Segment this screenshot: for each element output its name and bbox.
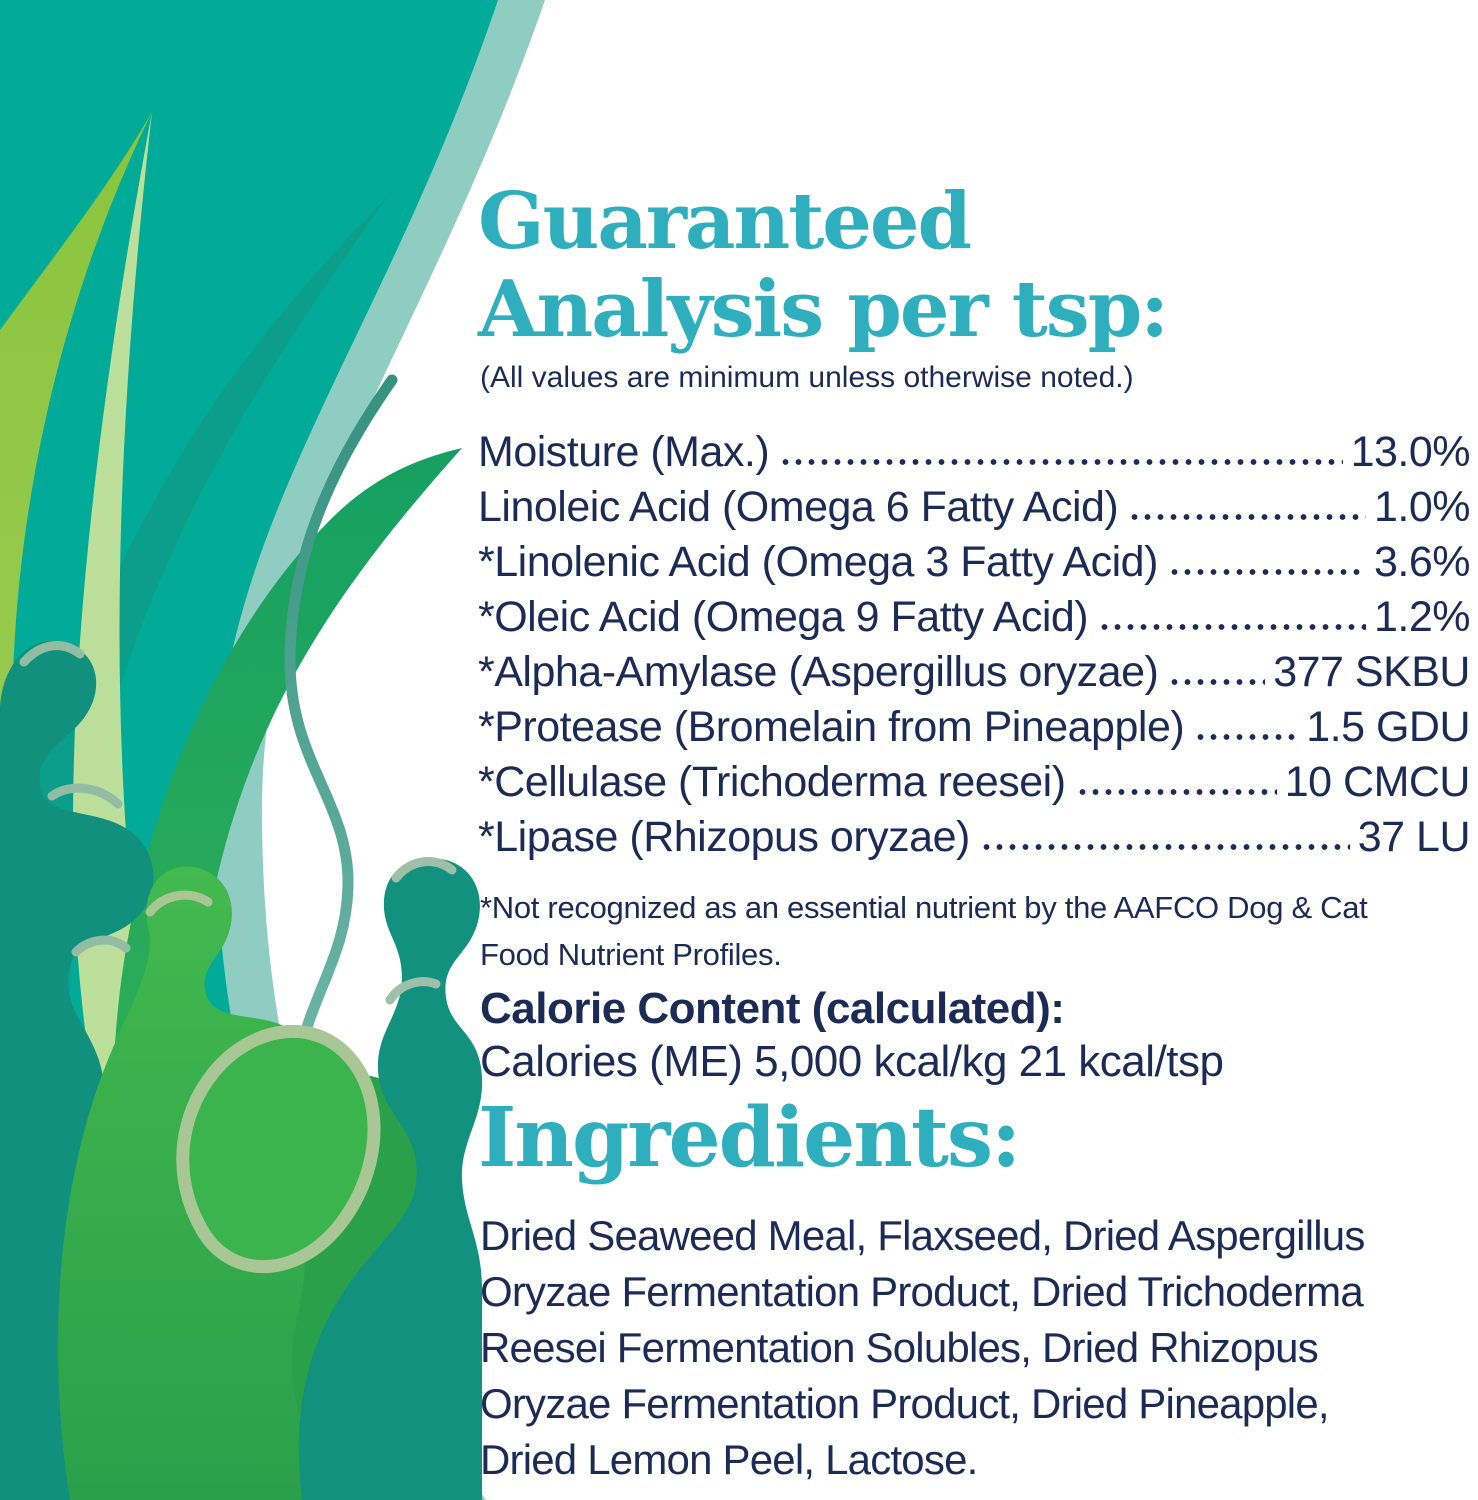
- dotted-leader: [980, 841, 1350, 853]
- ingredients-line-4: Oryzae Fermentation Product, Dried Pineapple,: [480, 1380, 1329, 1427]
- nutrient-table: [478, 423, 1470, 863]
- nutrient-row: [478, 698, 1470, 753]
- dotted-leader: [1128, 511, 1366, 523]
- nutrient-label: Moisture (Max.): [478, 428, 770, 476]
- nutrient-label: *Cellulase (Trichoderma reesei): [478, 758, 1066, 806]
- ingredients-text: [480, 1208, 1365, 1488]
- calorie-content-heading: Calorie Content (calculated):: [480, 984, 1065, 1033]
- nutrient-row: [478, 753, 1470, 808]
- nutrient-value: 10 CMCU: [1284, 758, 1470, 806]
- nutrient-label: *Alpha-Amylase (Aspergillus oryzae): [478, 648, 1159, 696]
- nutrient-label: *Linolenic Acid (Omega 3 Fatty Acid): [478, 538, 1158, 586]
- ingredients-title: Ingredients:: [478, 1090, 1020, 1186]
- calorie-content-value: Calories (ME) 5,000 kcal/kg 21 kcal/tsp: [480, 1037, 1224, 1086]
- nutrient-value: 1.0%: [1373, 483, 1470, 531]
- nutrient-label: *Protease (Bromelain from Pineapple): [478, 703, 1185, 751]
- ingredients-line-5: Dried Lemon Peel, Lactose.: [480, 1436, 978, 1483]
- dotted-leader: [1076, 786, 1277, 798]
- nutrient-value: 1.2%: [1373, 593, 1470, 641]
- dotted-leader: [1168, 566, 1366, 578]
- ingredients-line-2: Oryzae Fermentation Product, Dried Trichoderma: [480, 1268, 1363, 1315]
- ingredients-line-3: Reesei Fermentation Solubles, Dried Rhizopus: [480, 1324, 1318, 1371]
- dotted-leader: [1098, 621, 1366, 633]
- nutrient-label: Linoleic Acid (Omega 6 Fatty Acid): [478, 483, 1119, 531]
- label-text-column: [478, 0, 1470, 1500]
- analysis-footnote: [480, 884, 1367, 978]
- nutrient-value: 13.0%: [1350, 428, 1470, 476]
- analysis-subtitle: (All values are minimum unless otherwise noted.): [480, 361, 1134, 394]
- guaranteed-analysis-title: [478, 178, 1167, 354]
- nutrient-value: 37 LU: [1357, 813, 1470, 861]
- nutrient-value: 1.5 GDU: [1306, 703, 1470, 751]
- seaweed-kelp-illustration: [0, 0, 560, 1500]
- nutrient-value: 377 SKBU: [1273, 648, 1470, 696]
- title-line-2: Analysis per tsp:: [478, 264, 1168, 355]
- nutrient-row: [478, 533, 1470, 588]
- title-line-1: Guaranteed: [478, 176, 971, 267]
- nutrient-row: [478, 643, 1470, 698]
- dotted-leader: [779, 456, 1342, 468]
- nutrient-label: *Lipase (Rhizopus oryzae): [478, 813, 970, 861]
- nutrient-row: [478, 808, 1470, 863]
- dotted-leader: [1168, 676, 1265, 688]
- ingredients-line-1: Dried Seaweed Meal, Flaxseed, Dried Aspergillus: [480, 1212, 1365, 1259]
- nutrient-row: [478, 588, 1470, 643]
- nutrient-label: *Oleic Acid (Omega 9 Fatty Acid): [478, 593, 1089, 641]
- footnote-line-1: *Not recognized as an essential nutrient by the AAFCO Dog & Cat: [480, 890, 1368, 925]
- footnote-line-2: Food Nutrient Profiles.: [480, 937, 782, 972]
- dotted-leader: [1194, 731, 1298, 743]
- nutrient-row: [478, 423, 1470, 478]
- nutrient-row: [478, 478, 1470, 533]
- nutrient-value: 3.6%: [1373, 538, 1470, 586]
